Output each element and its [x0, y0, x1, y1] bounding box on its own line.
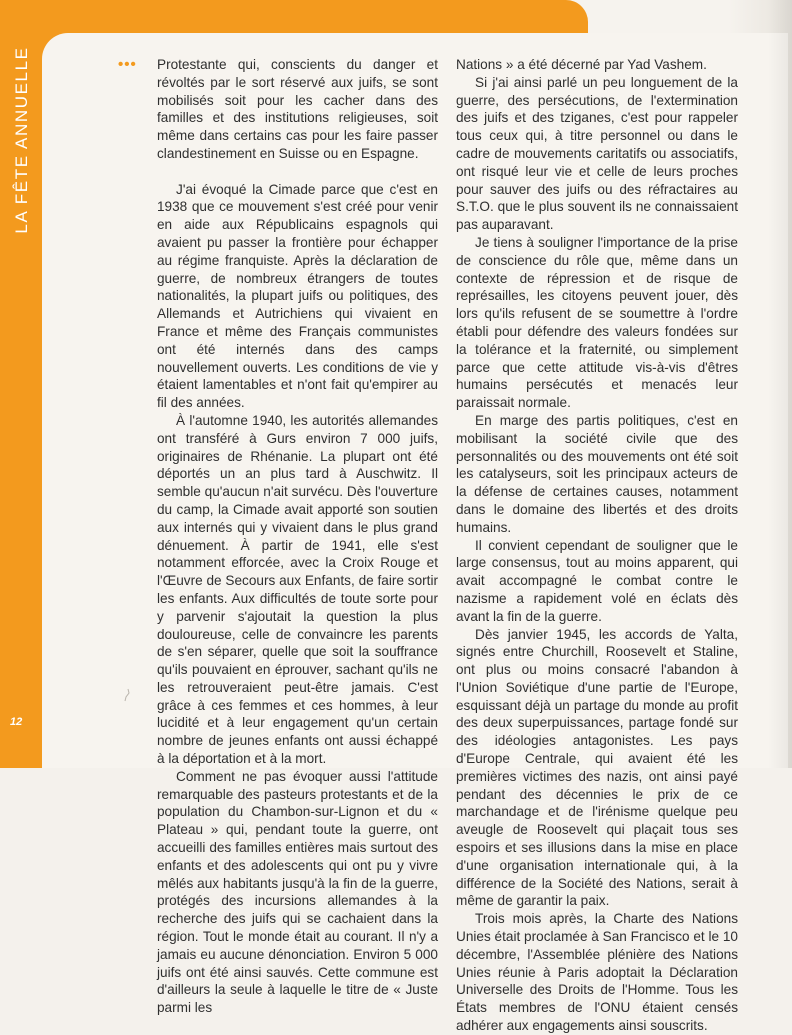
paragraph: Trois mois après, la Charte des Nations Unies était proclamée à San Francisco et le 10 décembre, l'Assemblée plénière des Nations Unies réunie à Paris adoptait la Déclaration Universelle des Droits de l'Homme. Tous les États membres de l'ONU étaient censés adhérer aux engagements ainsi souscrits.: [456, 911, 738, 1034]
continuation-dots-icon: •••: [118, 56, 137, 73]
paragraph: Nations » a été décerné par Yad Vashem.: [456, 57, 707, 72]
page-number: 12: [10, 716, 23, 728]
right-column: [456, 56, 738, 1035]
paper-speck-icon: [122, 688, 132, 702]
paragraph: Protestante qui, conscients du danger et révoltés par le sort réservé aux juifs, se sont mobilisés soit pour les cacher dans des familles et des institutions religieuses, soit même dans certains cas pour les faire passer clandestinement en Suisse ou en Espagne.: [157, 57, 438, 161]
paragraph: Il convient cependant de souligner que le large consensus, tout au moins apparent, qui avait accompagné le combat contre le nazisme a rapidement volé en éclats dès avant la fin de la guerre.: [456, 537, 738, 624]
paragraph: Comment ne pas évoquer aussi l'attitude remarquable des pasteurs protestants et de la population du Chambon-sur-Lignon et du « Plateau » qui, pendant toute la guerre, ont accueilli des familles entières mais surtout des enfants et des adolescents qui ont pu y vivre mêlés aux habitants jusqu'à la fin de la guerre, protégés des incursions allemandes à la recherche des juifs qui se cachaient dans la région. Tout le monde était au courant. Il n'y a jamais eu aucune dénonciation. Environ 5 000 juifs ont été ainsi sauvés. Cette commune est d'ailleurs la seule à laquelle le titre de « Juste parmi les: [157, 768, 438, 1016]
section-title-text: LA FÊTE ANNUELLE: [12, 46, 31, 234]
paragraph: À l'automne 1940, les autorités allemandes ont transféré à Gurs environ 7 000 juifs, originaires de Rhénanie. La plupart ont été déportés un an plus tard à Auschwitz. Il semble qu'aucun n'ait survécu. Dès l'ouverture du camp, la Cimade avait apporté son soutien aux internés qui y vivaient dans le plus grand dénuement. À partir de 1941, elle s'est notamment efforcée, avec la Croix Rouge et l'Œuvre de Secours aux Enfants, de faire sortir les enfants. Aux difficultés de toute sorte pour y parvenir s'ajoutait la question la plus douloureuse, celle de convaincre les parents de s'en séparer, quelle que soit la souffrance qu'ils pouvaient en éprouver, sachant qu'ils ne les retrouveraient peut-être jamais. C'est grâce à ces femmes et ces hommes, à leur lucidité et à leur engagement qu'un certain nombre de jeunes enfants ont aussi échappé à la déportation et à la mort.: [157, 412, 438, 767]
section-title: [4, 30, 40, 250]
left-column: [157, 56, 438, 1017]
paragraph: J'ai évoqué la Cimade parce que c'est en 1938 que ce mouvement s'est créé pour venir en aide aux Républicains espagnols qui avaient pu passer la frontière pour échapper au régime franquiste. Après la déclaration de guerre, de nombreux étrangers de toutes nationalités, la plupart juifs ou politiques, des Allemands et Autrichiens qui vivaient en France et même des Français communistes ont été internés dans des camps nouvellement ouverts. Les conditions de vie y étaient lamentables et n'ont fait qu'empirer au fil des années.: [157, 181, 438, 411]
paragraph: Dès janvier 1945, les accords de Yalta, signés entre Churchill, Roosevelt et Staline, ont plus ou moins consacré l'abandon à l'Union Soviétique d'une partie de l'Europe, esquissant déjà un partage du monde au profit des deux superpuissances, partage fondé sur des idéologies antagonistes. Les pays d'Europe Centrale, qui avaient été les premières victimes des nazis, ont ainsi payé pendant des décennies le prix de ce marchandage et de l'irénisme quelque peu aveugle de Roosevelt qui plaçait tous ses espoirs et ses illusions dans la mise en place d'une organisation internationale qui, à la différence de la Société des Nations, serait à même de garantir la paix.: [456, 626, 738, 909]
paragraph: Je tiens à souligner l'importance de la prise de conscience du rôle que, même dans un contexte de répression et de risque de représailles, les citoyens peuvent jouer, dès lors qu'ils refusent de se soumettre à l'ordre établi pour défendre des valeurs fondées sur la tolérance et la fraternité, ou simplement parce que cette attitude vis-à-vis d'êtres humains persécutés et menacés leur paraissait normale.: [456, 234, 738, 411]
paragraph: Si j'ai ainsi parlé un peu longuement de la guerre, des persécutions, de l'extermination des juifs et des tziganes, c'est pour rappeler tous ceux qui, à titre personnel ou dans le cadre de mouvements caritatifs ou associatifs, ont risqué leur vie et celle de leurs proches pour sauver des juifs ou des réfractaires au S.T.O. que le plus souvent ils ne connaissaient pas auparavant.: [456, 74, 738, 233]
page-edge-shadow: [768, 0, 792, 768]
paragraph: En marge des partis politiques, c'est en mobilisant la société civile que des personnalités ou des mouvements ont été soit les catalyseurs, soit les principaux acteurs de la défense de certaines causes, notamment dans le domaine des libertés et des droits humains.: [456, 412, 738, 535]
